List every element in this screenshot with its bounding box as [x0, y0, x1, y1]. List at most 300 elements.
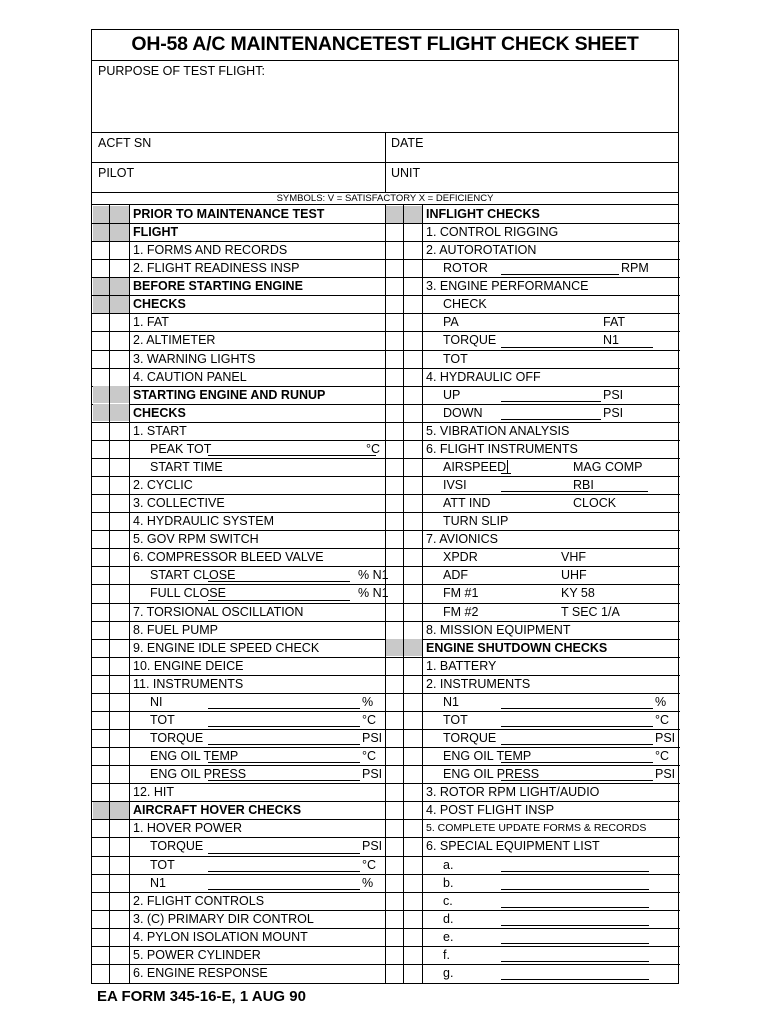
check-box-satisfactory[interactable] [93, 386, 109, 403]
symbols-legend: SYMBOLS: V = SATISFACTORY X = DEFICIENCY [276, 193, 494, 204]
check-box-deficiency[interactable] [110, 260, 129, 277]
unit-label: °C [362, 857, 377, 872]
check-box-satisfactory[interactable] [386, 206, 403, 223]
checklist-item-label: START CLOSE [150, 568, 236, 583]
divider [92, 60, 678, 61]
check-box-satisfactory[interactable] [386, 440, 403, 457]
check-box-satisfactory[interactable] [386, 892, 403, 909]
check-box-satisfactory[interactable] [386, 404, 403, 421]
check-box-deficiency[interactable] [110, 422, 129, 439]
check-box-deficiency[interactable] [110, 440, 129, 457]
check-box-deficiency[interactable] [404, 585, 422, 602]
divider [385, 964, 680, 965]
entry-field[interactable] [501, 780, 653, 781]
check-box-satisfactory[interactable] [93, 639, 109, 656]
checklist-item-label: 3. ENGINE PERFORMANCE [426, 279, 589, 294]
check-box-deficiency[interactable] [110, 730, 129, 747]
check-box-satisfactory[interactable] [386, 784, 403, 801]
check-box-satisfactory[interactable] [386, 639, 403, 656]
check-box-deficiency[interactable] [404, 892, 422, 909]
check-box-deficiency[interactable] [110, 657, 129, 674]
checklist-item-label: 3. ROTOR RPM LIGHT/AUDIO [426, 785, 600, 800]
checklist-item-label: 2. CYCLIC [133, 478, 193, 493]
check-box-satisfactory[interactable] [386, 874, 403, 891]
divider [385, 331, 680, 332]
checklist-item-label: 5. VIBRATION ANALYSIS [426, 423, 570, 438]
check-box-deficiency[interactable] [404, 422, 422, 439]
check-box-satisfactory[interactable] [93, 206, 109, 223]
entry-field[interactable] [501, 274, 619, 275]
check-box-satisfactory[interactable] [93, 314, 109, 331]
check-box-satisfactory[interactable] [93, 350, 109, 367]
check-box-satisfactory[interactable] [93, 693, 109, 710]
checklist-item-label: 3. COLLECTIVE [133, 496, 225, 511]
checklist-item-label: PRIOR TO MAINTENANCE TEST [133, 207, 325, 221]
checklist-item-label: g. [443, 965, 454, 980]
check-box-satisfactory[interactable] [386, 278, 403, 295]
checklist-item-label: 1. CONTROL RIGGING [426, 225, 559, 240]
checklist-item-label: AIRCRAFT HOVER CHECKS [133, 803, 302, 818]
acft-sn-label: ACFT SN [98, 136, 152, 150]
entry-field[interactable] [208, 853, 360, 854]
check-box-deficiency[interactable] [404, 531, 422, 548]
check-box-deficiency[interactable] [110, 206, 129, 223]
divider [129, 205, 130, 984]
check-box-deficiency[interactable] [404, 838, 422, 855]
check-box-satisfactory[interactable] [386, 332, 403, 349]
check-box-deficiency[interactable] [110, 567, 129, 584]
check-box-satisfactory[interactable] [386, 820, 403, 837]
check-box-deficiency[interactable] [404, 549, 422, 566]
check-box-deficiency[interactable] [404, 802, 422, 819]
check-box-deficiency[interactable] [404, 856, 422, 873]
check-box-deficiency[interactable] [404, 657, 422, 674]
check-box-satisfactory[interactable] [386, 567, 403, 584]
check-box-satisfactory[interactable] [386, 495, 403, 512]
check-box-deficiency[interactable] [110, 748, 129, 765]
check-box-satisfactory[interactable] [93, 278, 109, 295]
check-box-deficiency[interactable] [404, 440, 422, 457]
check-box-satisfactory[interactable] [93, 910, 109, 927]
checklist-item-label: 4. HYDRAULIC OFF [426, 369, 541, 384]
check-box-satisfactory[interactable] [386, 910, 403, 927]
unit-label: °C [362, 749, 377, 764]
check-box-satisfactory[interactable] [93, 928, 109, 945]
divider [385, 512, 680, 513]
check-box-deficiency[interactable] [404, 711, 422, 728]
check-box-satisfactory[interactable] [93, 621, 109, 638]
check-box-deficiency[interactable] [404, 784, 422, 801]
divider [385, 856, 680, 857]
check-box-deficiency[interactable] [110, 802, 129, 819]
check-box-deficiency[interactable] [110, 296, 129, 313]
check-box-satisfactory[interactable] [386, 856, 403, 873]
check-box-deficiency[interactable] [404, 404, 422, 421]
check-box-deficiency[interactable] [404, 206, 422, 223]
divider [385, 386, 680, 387]
entry-field[interactable] [208, 744, 360, 745]
divider [385, 946, 680, 947]
entry-field[interactable] [501, 347, 653, 348]
check-box-satisfactory[interactable] [93, 748, 109, 765]
check-box-satisfactory[interactable] [386, 621, 403, 638]
check-box-satisfactory[interactable] [93, 820, 109, 837]
checklist-item-label: a. [443, 857, 454, 872]
entry-box-divider [507, 460, 508, 474]
check-box-deficiency[interactable] [110, 513, 129, 530]
checklist-item-label: N1 [443, 694, 459, 709]
checklist-item-label: ENGINE SHUTDOWN CHECKS [426, 640, 608, 655]
divider [92, 458, 385, 459]
entry-field[interactable] [501, 708, 653, 709]
entry-field[interactable] [208, 871, 360, 872]
check-box-deficiency[interactable] [110, 946, 129, 963]
check-box-deficiency[interactable] [404, 766, 422, 783]
check-box-satisfactory[interactable] [93, 585, 109, 602]
check-box-satisfactory[interactable] [386, 531, 403, 548]
checklist-item-label: 1. START [133, 423, 187, 438]
check-box-deficiency[interactable] [110, 910, 129, 927]
check-box-deficiency[interactable] [110, 693, 129, 710]
entry-field[interactable] [208, 889, 360, 890]
check-box-deficiency[interactable] [404, 928, 422, 945]
checklist-item-label: b. [443, 875, 454, 890]
check-box-deficiency[interactable] [110, 892, 129, 909]
entry-field[interactable] [208, 726, 360, 727]
unit-label: T SEC 1/A [561, 604, 620, 619]
check-box-satisfactory[interactable] [93, 892, 109, 909]
checklist-item-label: ADF [443, 568, 468, 583]
check-box-satisfactory[interactable] [386, 368, 403, 385]
entry-field[interactable] [501, 401, 601, 402]
checklist-item-label: ATT IND [443, 496, 491, 511]
check-box-deficiency[interactable] [404, 730, 422, 747]
entry-field[interactable] [501, 726, 653, 727]
entry-field[interactable] [208, 581, 350, 582]
entry-field[interactable] [208, 762, 360, 763]
checklist-item-label: 12. HIT [133, 785, 174, 800]
divider [92, 711, 385, 712]
check-box-deficiency[interactable] [404, 603, 422, 620]
checklist-item-label: TOT [150, 857, 175, 872]
checklist-item-label: 2. AUTOROTATION [426, 243, 537, 258]
check-box-satisfactory[interactable] [93, 368, 109, 385]
checklist-item-label: CHECKS [133, 405, 186, 420]
checklist-item-label: FLIGHT [133, 225, 179, 240]
check-box-deficiency[interactable] [110, 314, 129, 331]
check-box-deficiency[interactable] [404, 748, 422, 765]
check-box-deficiency[interactable] [110, 404, 129, 421]
check-box-deficiency[interactable] [110, 368, 129, 385]
unit-label: CLOCK [573, 496, 617, 511]
check-box-deficiency[interactable] [110, 278, 129, 295]
checklist-item-label: 1. BATTERY [426, 658, 497, 673]
checklist-item-label: INFLIGHT CHECKS [426, 207, 540, 221]
divider [92, 729, 385, 730]
check-box-deficiency[interactable] [110, 766, 129, 783]
check-box-deficiency[interactable] [110, 784, 129, 801]
unit-label: % [362, 694, 374, 709]
check-box-satisfactory[interactable] [386, 549, 403, 566]
checklist-item-label: FM #1 [443, 586, 479, 601]
check-box-satisfactory[interactable] [386, 711, 403, 728]
entry-field[interactable] [208, 780, 360, 781]
check-box-deficiency[interactable] [110, 531, 129, 548]
entry-field[interactable] [501, 943, 649, 944]
check-box-satisfactory[interactable] [386, 946, 403, 963]
check-box-deficiency[interactable] [110, 928, 129, 945]
divider [385, 476, 680, 477]
entry-field[interactable] [208, 455, 376, 456]
check-box-satisfactory[interactable] [93, 422, 109, 439]
check-box-deficiency[interactable] [404, 910, 422, 927]
entry-field[interactable] [501, 744, 653, 745]
check-box-deficiency[interactable] [110, 639, 129, 656]
check-box-satisfactory[interactable] [93, 802, 109, 819]
check-box-satisfactory[interactable] [386, 675, 403, 692]
check-box-satisfactory[interactable] [386, 350, 403, 367]
check-box-satisfactory[interactable] [386, 748, 403, 765]
check-box-deficiency[interactable] [110, 621, 129, 638]
check-sheet-form [91, 29, 679, 984]
check-box-satisfactory[interactable] [386, 477, 403, 494]
check-box-deficiency[interactable] [110, 675, 129, 692]
check-box-satisfactory[interactable] [386, 458, 403, 475]
unit-label: PSI [603, 405, 624, 420]
check-box-satisfactory[interactable] [93, 766, 109, 783]
check-box-satisfactory[interactable] [386, 296, 403, 313]
check-box-deficiency[interactable] [404, 513, 422, 530]
check-box-deficiency[interactable] [110, 838, 129, 855]
check-box-deficiency[interactable] [110, 964, 129, 981]
divider [92, 566, 385, 567]
checklist-item-label: 4. CAUTION PANEL [133, 369, 247, 384]
unit-label: °C [366, 441, 381, 456]
check-box-satisfactory[interactable] [93, 458, 109, 475]
check-box-satisfactory[interactable] [93, 495, 109, 512]
check-box-satisfactory[interactable] [93, 404, 109, 421]
check-box-deficiency[interactable] [404, 458, 422, 475]
checklist-item-label: START TIME [150, 459, 223, 474]
check-box-deficiency[interactable] [404, 639, 422, 656]
checklist-item-label: 4. PYLON ISOLATION MOUNT [133, 929, 308, 944]
divider [385, 928, 680, 929]
check-box-deficiency[interactable] [404, 350, 422, 367]
check-box-satisfactory[interactable] [93, 730, 109, 747]
check-box-deficiency[interactable] [404, 260, 422, 277]
check-box-deficiency[interactable] [110, 495, 129, 512]
check-box-satisfactory[interactable] [93, 784, 109, 801]
check-box-deficiency[interactable] [404, 693, 422, 710]
check-box-deficiency[interactable] [404, 820, 422, 837]
divider [385, 874, 680, 875]
unit-label: % [655, 694, 667, 709]
checklist-item-label: TOT [443, 712, 468, 727]
entry-field[interactable] [208, 708, 360, 709]
check-box-deficiency[interactable] [110, 820, 129, 837]
check-box-satisfactory[interactable] [386, 260, 403, 277]
check-box-deficiency[interactable] [404, 621, 422, 638]
checklist-item-label: STARTING ENGINE AND RUNUP [133, 387, 326, 402]
checklist-item-label: 8. MISSION EQUIPMENT [426, 622, 571, 637]
check-box-deficiency[interactable] [110, 350, 129, 367]
check-box-satisfactory[interactable] [386, 603, 403, 620]
checklist-item-label: IVSI [443, 478, 467, 493]
entry-field[interactable] [501, 907, 649, 908]
divider [385, 711, 680, 712]
checklist-item-label: 7. AVIONICS [426, 532, 499, 547]
check-box-satisfactory[interactable] [386, 585, 403, 602]
check-box-satisfactory[interactable] [93, 549, 109, 566]
checklist-item-label: f. [443, 947, 450, 962]
entry-field[interactable] [501, 473, 511, 474]
check-box-satisfactory[interactable] [93, 603, 109, 620]
check-box-satisfactory[interactable] [93, 242, 109, 259]
checklist-item-label: ENG OIL PRESS [443, 767, 540, 782]
check-box-deficiency[interactable] [404, 477, 422, 494]
check-box-deficiency[interactable] [404, 296, 422, 313]
unit-label: RBI [573, 478, 594, 493]
check-box-deficiency[interactable] [110, 477, 129, 494]
checklist-item-label: 3. WARNING LIGHTS [133, 351, 256, 366]
checklist-item-label: 1. FORMS AND RECORDS [133, 243, 288, 258]
check-box-satisfactory[interactable] [93, 874, 109, 891]
check-box-deficiency[interactable] [404, 567, 422, 584]
entry-field[interactable] [501, 419, 601, 420]
check-box-deficiency[interactable] [404, 278, 422, 295]
check-box-satisfactory[interactable] [93, 296, 109, 313]
check-box-deficiency[interactable] [404, 964, 422, 981]
check-box-satisfactory[interactable] [386, 242, 403, 259]
check-box-satisfactory[interactable] [386, 513, 403, 530]
check-box-satisfactory[interactable] [386, 766, 403, 783]
check-box-satisfactory[interactable] [93, 838, 109, 855]
check-box-deficiency[interactable] [110, 386, 129, 403]
unit-label: UNIT [391, 166, 421, 180]
checklist-item-label: d. [443, 911, 454, 926]
check-box-satisfactory[interactable] [93, 260, 109, 277]
check-box-deficiency[interactable] [404, 332, 422, 349]
checklist-item-label: 4. POST FLIGHT INSP [426, 803, 555, 818]
entry-field[interactable] [501, 889, 649, 890]
divider [92, 440, 385, 441]
entry-field[interactable] [501, 871, 649, 872]
checklist-item-label: 5. POWER CYLINDER [133, 947, 261, 962]
divider [385, 295, 680, 296]
checklist-item-label: c. [443, 893, 453, 908]
check-box-satisfactory[interactable] [93, 513, 109, 530]
check-box-deficiency[interactable] [404, 675, 422, 692]
check-box-deficiency[interactable] [110, 224, 129, 241]
check-box-satisfactory[interactable] [93, 332, 109, 349]
checklist-item-label: BEFORE STARTING ENGINE [133, 279, 303, 294]
checklist-item-label: 2. FLIGHT READINESS INSP [133, 261, 300, 276]
check-box-satisfactory[interactable] [386, 838, 403, 855]
check-box-deficiency[interactable] [404, 946, 422, 963]
check-box-satisfactory[interactable] [93, 567, 109, 584]
divider [385, 584, 680, 585]
check-box-satisfactory[interactable] [386, 422, 403, 439]
entry-field[interactable] [208, 600, 350, 601]
check-box-satisfactory[interactable] [386, 657, 403, 674]
checklist-item-label: TURN SLIP [443, 514, 509, 529]
check-box-deficiency[interactable] [110, 458, 129, 475]
check-box-satisfactory[interactable] [386, 928, 403, 945]
check-box-satisfactory[interactable] [93, 856, 109, 873]
check-box-deficiency[interactable] [404, 495, 422, 512]
check-box-deficiency[interactable] [110, 332, 129, 349]
check-box-satisfactory[interactable] [386, 386, 403, 403]
divider [92, 747, 385, 748]
form-title: OH-58 A/C MAINTENANCETEST FLIGHT CHECK SHEET [131, 33, 639, 55]
divider [385, 693, 680, 694]
check-box-satisfactory[interactable] [386, 693, 403, 710]
check-box-satisfactory[interactable] [386, 964, 403, 981]
check-box-deficiency[interactable] [404, 874, 422, 891]
check-box-deficiency[interactable] [404, 314, 422, 331]
unit-label: °C [655, 749, 670, 764]
check-box-deficiency[interactable] [404, 368, 422, 385]
check-box-satisfactory[interactable] [386, 224, 403, 241]
checklist-item-label: 9. ENGINE IDLE SPEED CHECK [133, 640, 320, 655]
check-box-satisfactory[interactable] [93, 477, 109, 494]
unit-label: PSI [603, 387, 624, 402]
check-box-deficiency[interactable] [110, 603, 129, 620]
entry-field[interactable] [501, 979, 649, 980]
check-box-satisfactory[interactable] [93, 711, 109, 728]
check-box-deficiency[interactable] [110, 549, 129, 566]
divider [385, 892, 680, 893]
divider [385, 910, 680, 911]
checklist-item-label: XPDR [443, 550, 478, 565]
divider [385, 603, 680, 604]
checklist-item-label: 1. HOVER POWER [133, 821, 243, 836]
check-box-satisfactory[interactable] [93, 946, 109, 963]
form-number: EA FORM 345-16-E, 1 AUG 90 [97, 988, 306, 1005]
checklist-item-label: 2. ALTIMETER [133, 333, 216, 348]
unit-label: KY 58 [561, 586, 595, 601]
unit-label: % N1 [358, 586, 389, 601]
entry-field[interactable] [501, 925, 649, 926]
check-box-deficiency[interactable] [110, 585, 129, 602]
check-box-satisfactory[interactable] [93, 657, 109, 674]
purpose-label: PURPOSE OF TEST FLIGHT: [98, 64, 265, 78]
check-box-satisfactory[interactable] [93, 964, 109, 981]
entry-field[interactable] [501, 762, 653, 763]
entry-field[interactable] [501, 961, 649, 962]
check-box-satisfactory[interactable] [93, 440, 109, 457]
check-box-satisfactory[interactable] [386, 802, 403, 819]
checklist-item-label: 2. INSTRUMENTS [426, 676, 531, 691]
check-box-deficiency[interactable] [110, 874, 129, 891]
check-box-deficiency[interactable] [404, 242, 422, 259]
divider [385, 548, 680, 549]
check-box-satisfactory[interactable] [386, 314, 403, 331]
check-box-satisfactory[interactable] [93, 531, 109, 548]
check-box-satisfactory[interactable] [93, 224, 109, 241]
checklist-item-label: TOT [443, 351, 468, 366]
divider [92, 693, 385, 694]
check-box-deficiency[interactable] [110, 856, 129, 873]
check-box-deficiency[interactable] [110, 711, 129, 728]
unit-label: FAT [603, 315, 625, 330]
check-box-satisfactory[interactable] [386, 730, 403, 747]
check-box-satisfactory[interactable] [93, 675, 109, 692]
checklist-item-label: 7. TORSIONAL OSCILLATION [133, 604, 304, 619]
check-box-deficiency[interactable] [110, 242, 129, 259]
check-box-deficiency[interactable] [404, 386, 422, 403]
check-box-deficiency[interactable] [404, 224, 422, 241]
